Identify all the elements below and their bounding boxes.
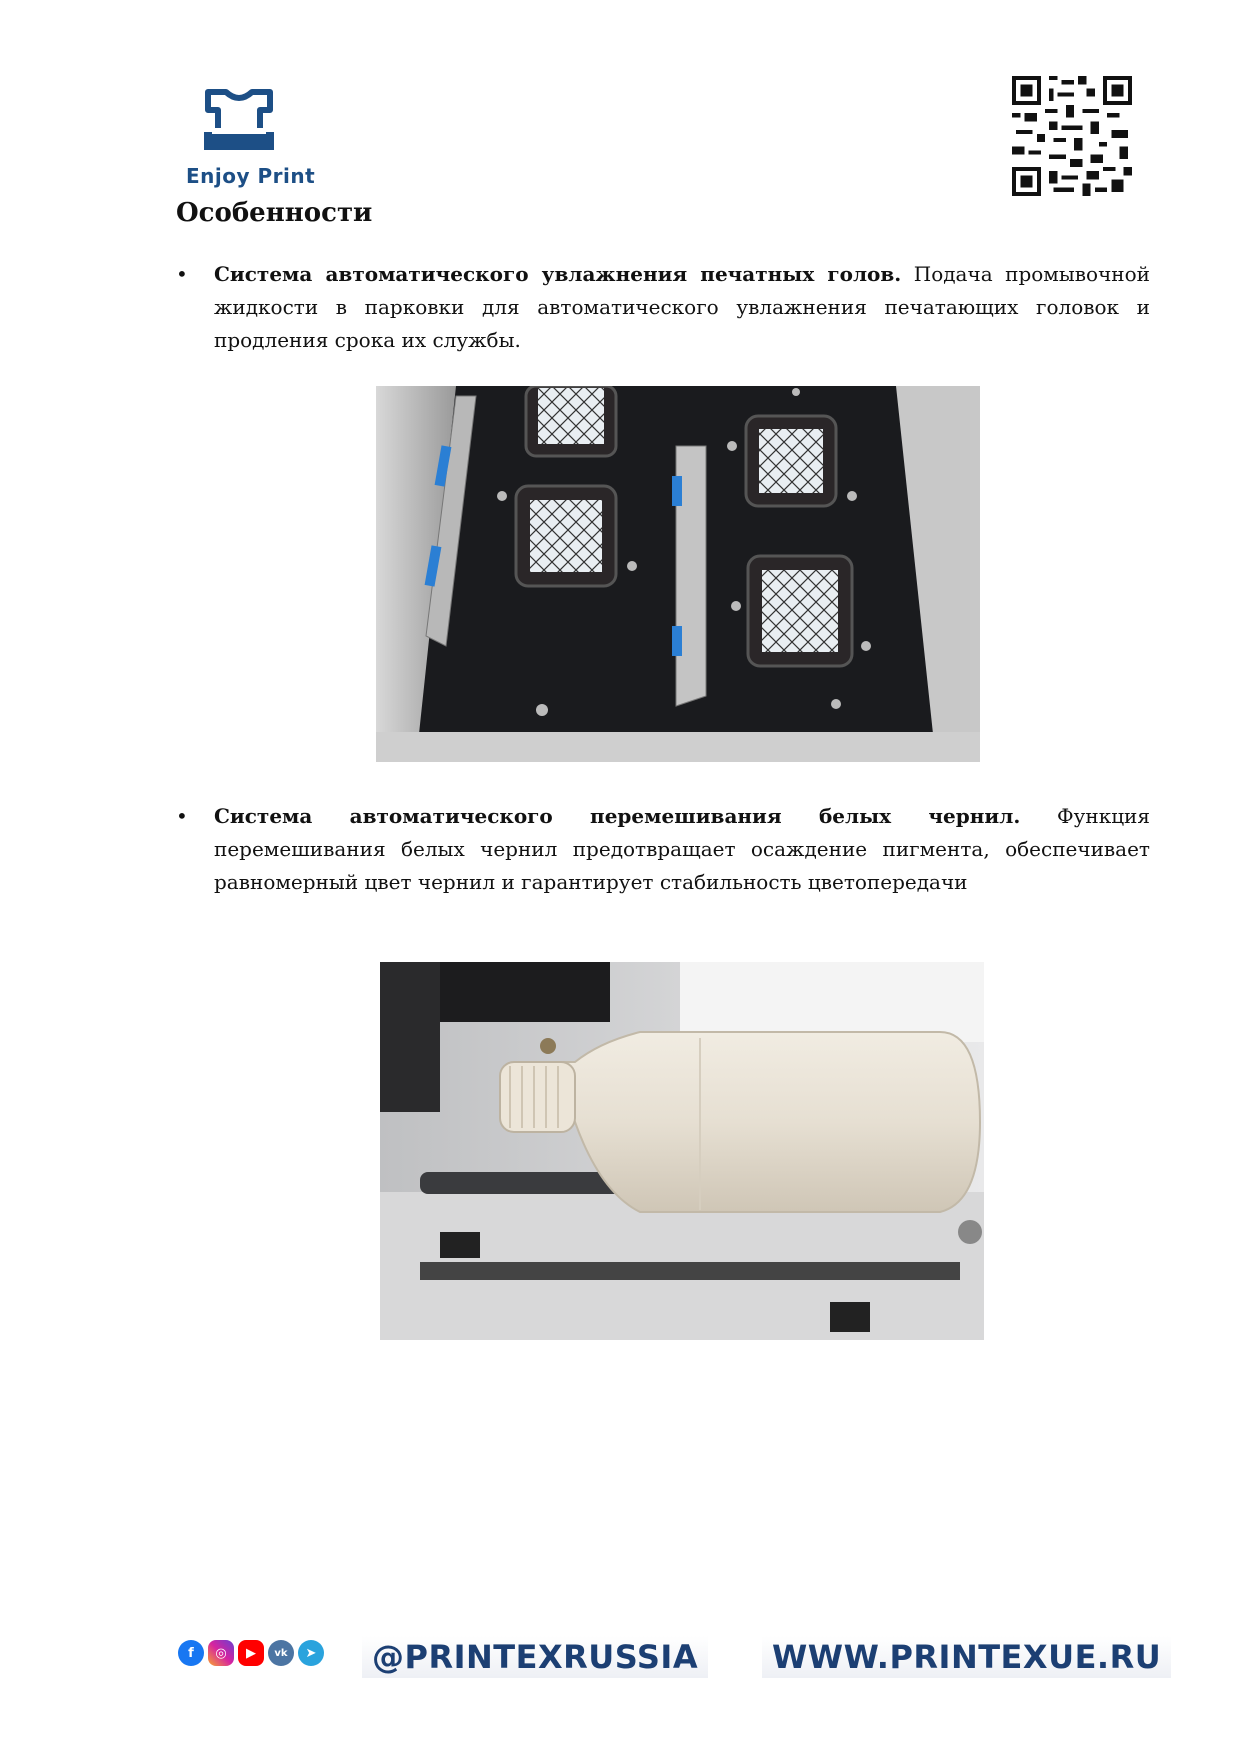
youtube-icon[interactable]: ▶: [238, 1640, 264, 1666]
logo-text: Enjoy Print: [186, 164, 316, 188]
feature-text-1: Подача промывочной жидкости в парковки для автоматического увлажнения печатающих головок и продления срока их службы.: [214, 262, 1150, 352]
social-icons: [178, 1640, 324, 1666]
section-title: Особенности: [176, 198, 373, 228]
feature-title-2: Система автоматического перемешивания белых чернил.: [214, 804, 1021, 828]
bullet-marker: •: [176, 262, 188, 286]
vk-icon[interactable]: vk: [268, 1640, 294, 1666]
qr-code-icon: [1012, 76, 1132, 196]
feature-paragraph-2: [214, 800, 1150, 899]
feature-text-2: Функция перемешивания белых чернил предотвращает осаждение пигмента, обеспечивает равномерный цвет чернил и гарантирует стабильность цветопередачи: [214, 804, 1151, 894]
ink-mixing-photo: [380, 962, 984, 1340]
feature-paragraph-1: [214, 258, 1150, 357]
telegram-icon[interactable]: ➤: [298, 1640, 324, 1666]
brand-logo: [186, 88, 316, 188]
tshirt-printer-icon: [200, 88, 278, 154]
social-handle[interactable]: @PRINTEXRUSSIA: [362, 1636, 708, 1678]
instagram-icon[interactable]: ◎: [208, 1640, 234, 1666]
bullet-marker: •: [176, 804, 188, 828]
capping-station-photo: [376, 386, 980, 762]
facebook-icon[interactable]: f: [178, 1640, 204, 1666]
feature-title-1: Система автоматического увлажнения печатных голов.: [214, 262, 902, 286]
website-link[interactable]: WWW.PRINTEXUE.RU: [762, 1636, 1171, 1678]
